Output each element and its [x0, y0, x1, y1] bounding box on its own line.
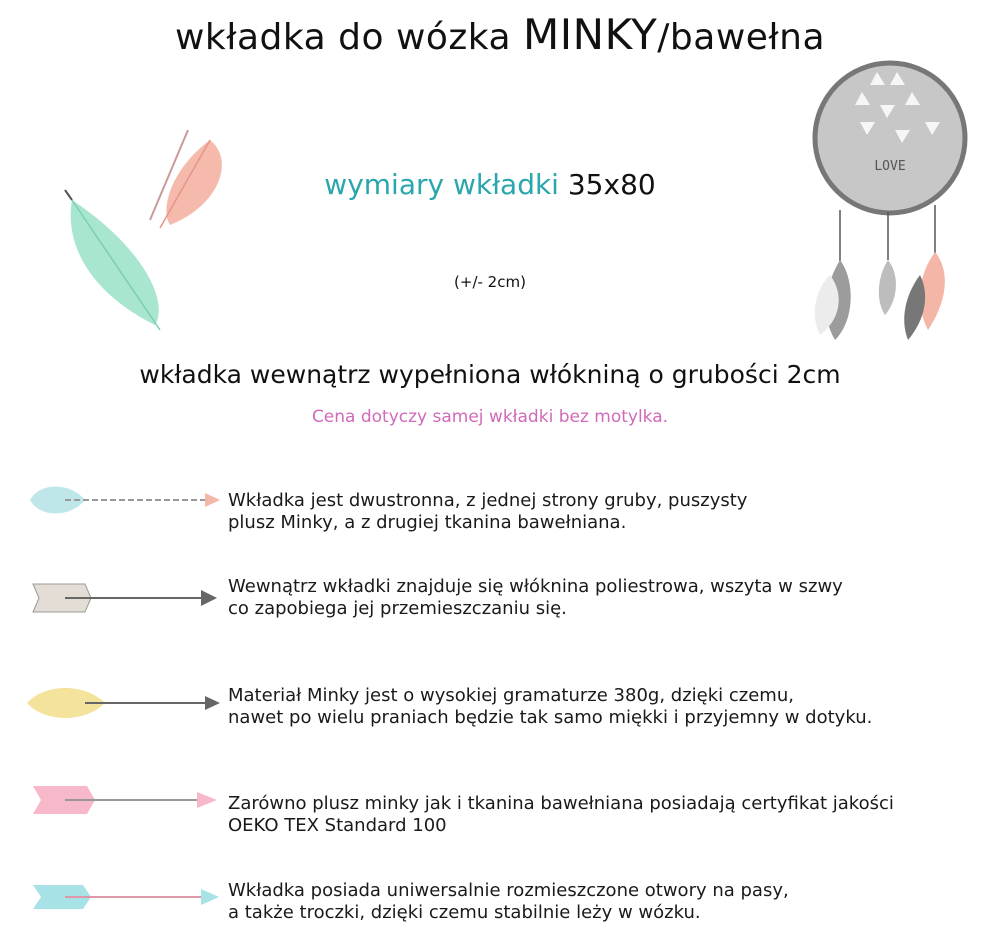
title-prefix: wkładka do wózka: [174, 17, 524, 58]
bullet-text-4: Zarówno plusz minky jak i tkanina bawełniana posiadają certyfikat jakości OEKO TEX Standard 100: [228, 793, 894, 836]
filling-description: wkładka wewnątrz wypełniona włókniną o grubości 2cm: [139, 360, 841, 389]
bullet-text-5: Wkładka posiada uniwersalnie rozmieszczone otwory na pasy, a także troczki, dzięki czemu stabilnie leży w wózku.: [228, 880, 789, 923]
dimensions-tolerance: (+/- 2cm): [454, 273, 526, 291]
price-note: Cena dotyczy samej wkładki bez motylka.: [311, 407, 669, 427]
mint-arrow-icon: [25, 480, 220, 520]
title-suffix: /bawełna: [657, 17, 826, 58]
pink-arrow-icon: [25, 780, 220, 820]
dreamcatcher-illustration: [800, 60, 990, 350]
page-title: [0, 10, 1000, 59]
title-brand: MINKY: [523, 10, 658, 59]
bullet-text-2: Wewnątrz wkładki znajduje się włóknina poliestrowa, wszyta w szwy co zapobiega jej przemieszczaniu się.: [228, 576, 843, 619]
feathers-illustration: [60, 130, 230, 340]
yellow-arrow-icon: [25, 683, 220, 723]
dimensions-label: wymiary wkładki: [324, 168, 559, 201]
dimensions-value: 35x80: [558, 168, 656, 201]
mint-feather-icon: [65, 190, 160, 330]
bullet-text-3: Materiał Minky jest o wysokiej gramaturze 380g, dzięki czemu, nawet po wielu praniach będzie tak samo miękki i przyjemny w dotyku.: [228, 685, 873, 728]
dreamcatcher-label: LOVE: [874, 159, 906, 174]
grey-arrow-icon: [25, 578, 220, 618]
turquoise-arrow-icon: [25, 877, 220, 917]
dimensions-line: [0, 168, 980, 201]
bullet-text-1: Wkładka jest dwustronna, z jednej strony gruby, puszysty plusz Minky, a z drugiej tkanina bawełniana.: [228, 490, 748, 533]
